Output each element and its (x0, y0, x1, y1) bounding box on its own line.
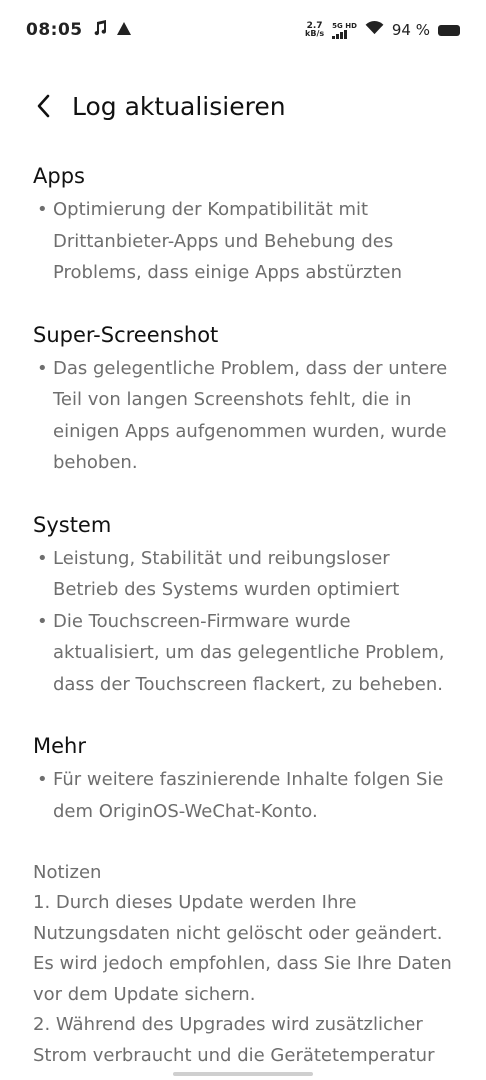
network-speed (305, 22, 324, 38)
chevron-left-icon (36, 94, 50, 118)
notes-item: 1. Durch dieses Update werden Ihre Nutzungsdaten nicht gelöscht oder geändert. Es wird jedoch empfohlen, dass Sie Ihre Daten vor dem Update sichern. (33, 892, 452, 1005)
speed-unit: kB/s (305, 29, 325, 38)
section-system (33, 509, 460, 701)
battery-percent: 94 % (391, 21, 430, 39)
navigation-arrow-icon (117, 20, 131, 40)
status-right (305, 20, 460, 40)
notes-section (33, 857, 460, 1071)
section-super-screenshot (33, 319, 460, 479)
home-indicator[interactable] (173, 1072, 313, 1076)
section-apps (33, 160, 460, 289)
notes-item: 2. Während des Upgrades wird zusätzlicher Strom verbraucht und die Gerätetemperatur (33, 1014, 435, 1066)
section-title: Mehr (33, 734, 86, 758)
section-title: System (33, 512, 112, 537)
status-left (26, 20, 131, 41)
list-item: • Die Touchscreen-Firmware wurde aktualisiert, um das gelegentliche Problem, dass der Touchscreen flackert, zu beheben. (33, 606, 460, 701)
section-title: Super-Screenshot (33, 322, 219, 347)
back-button[interactable] (28, 91, 58, 121)
network-label: 5G HD (332, 21, 357, 30)
status-bar (0, 0, 486, 60)
list-item: • Für weitere faszinierende Inhalte folgen Sie dem OriginOS-WeChat-Konto. (33, 764, 460, 827)
wifi-icon (365, 20, 384, 40)
status-time: 08:05 (26, 20, 83, 40)
list-item: • Optimierung der Kompatibilität mit Drittanbieter-Apps und Behebung des Problems, dass einige Apps abstürzten (33, 194, 460, 289)
speed-value: 2.7 (306, 21, 323, 31)
list-item: • Das gelegentliche Problem, dass der untere Teil von langen Screenshots fehlt, die in einigen Apps aufgenommen wurden, wurde behoben. (33, 353, 460, 479)
signal-icon (332, 22, 357, 39)
section-title: Apps (33, 164, 85, 188)
list-item: • Leistung, Stabilität und reibungsloser Betrieb des Systems wurden optimiert (33, 543, 460, 606)
page-header (0, 82, 486, 130)
music-note-icon (93, 20, 107, 41)
battery-icon (438, 25, 460, 36)
section-mehr (33, 730, 460, 827)
update-log-content (33, 160, 460, 1071)
notes-title: Notizen (33, 862, 102, 883)
page-title: Log aktualisieren (72, 91, 286, 121)
